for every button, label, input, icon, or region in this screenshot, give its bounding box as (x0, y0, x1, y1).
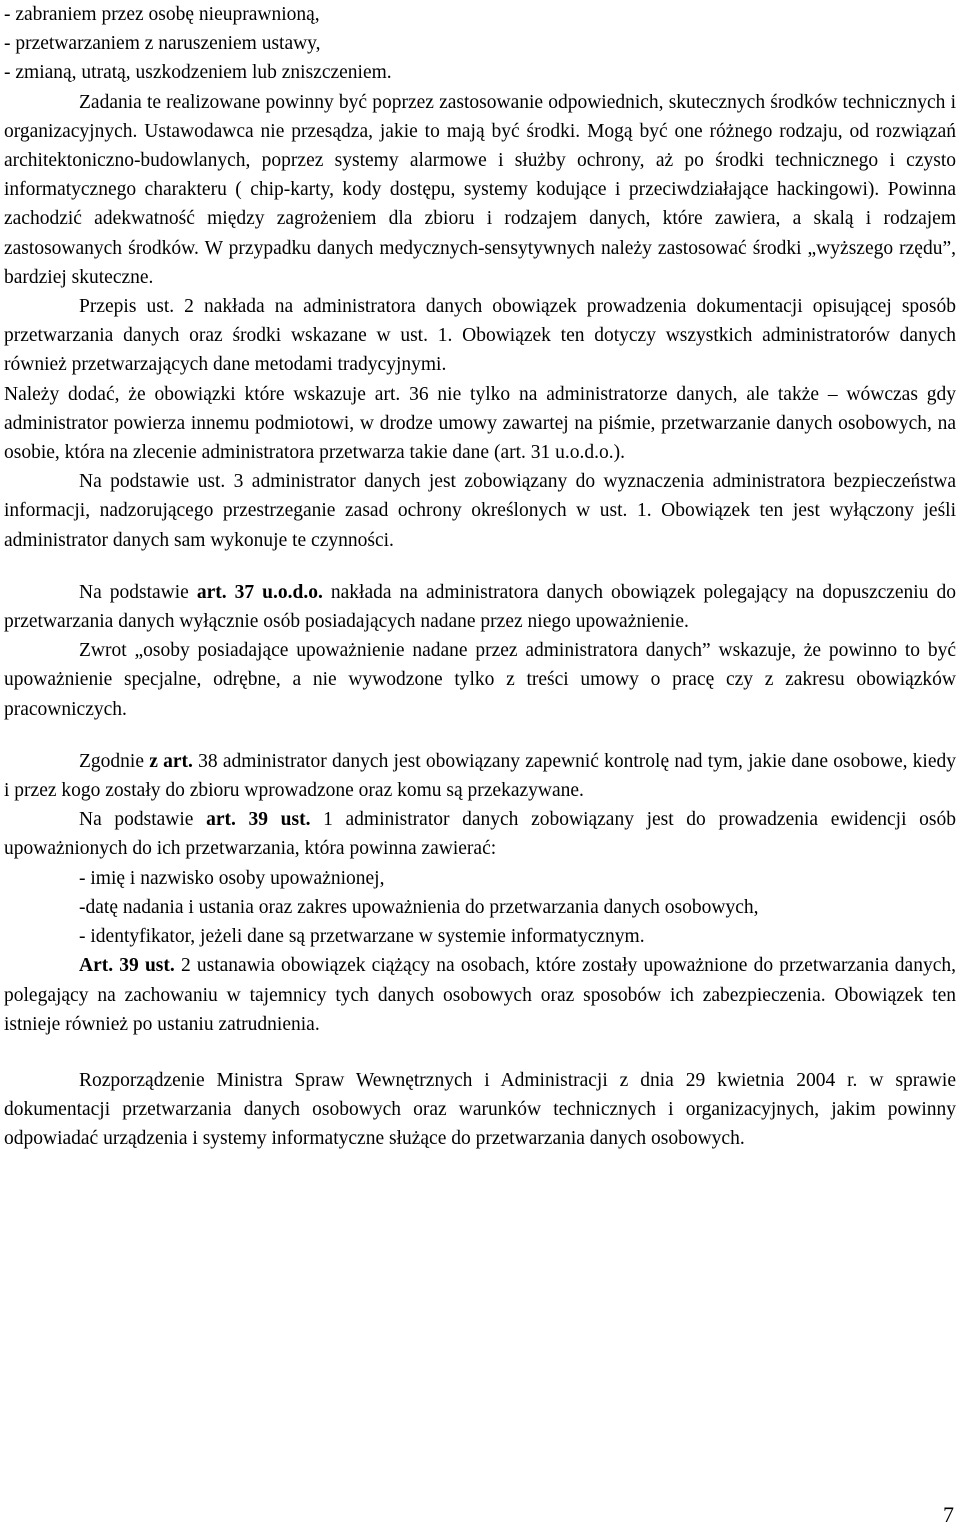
bold-reference: z art. (149, 750, 193, 772)
document-page (4, 0, 956, 1154)
list-item: - zabraniem przez osobę nieuprawnioną, (4, 4, 320, 25)
list-item: - identyfikator, jeżeli dane są przetwarzane w systemie informatycznym. (79, 926, 645, 948)
list-item: - przetwarzaniem z naruszeniem ustawy, (4, 33, 321, 55)
paragraph-documentation: Przepis ust. 2 nakłada na administratora danych obowiązek prowadzenia dokumentacji opisującej sposób przetwarzania danych oraz środki wskazane w ust. 1. Obowiązek ten dotyczy wszystkich administratorów danych również przetwarzających dane metodami tradycyjnymi. (4, 296, 956, 376)
paragraph-art-39-2 (4, 951, 956, 1039)
bold-reference: art. 39 ust. (206, 809, 311, 831)
bold-reference: Art. 39 ust. (79, 955, 175, 977)
paragraph-art-38 (4, 747, 956, 805)
paragraph-art-39-1 (4, 805, 956, 863)
text: nakłada na administratora danych obowiązek polegający na dopuszczeniu do przetwarzania danych wyłącznie osób posiadających nadane przez niego upoważnienie. (4, 581, 956, 633)
page-number: 7 (943, 1502, 954, 1527)
text: 38 administrator danych jest obowiązany zapewnić kontrolę nad tym, jakie dane osobowe, kiedy i przez kogo zostały do zbioru wprowadzone oraz komu są przekazywane. (4, 750, 957, 802)
text: Na podstawie (79, 809, 207, 831)
bold-reference: art. 37 u.o.d.o. (196, 581, 323, 603)
paragraph-authorization: Zwrot „osoby posiadające upoważnienie nadane przez administratora danych” wskazuje, że powinno to być upoważnienie specjalne, odrębne, a nie wywodzone tylko z treści umowy o pracę czy z zakresu obowiązków pracowniczych. (4, 640, 956, 720)
list-item: - zmianą, utratą, uszkodzeniem lub zniszczeniem. (4, 62, 392, 84)
text: 1 administrator danych zobowiązany jest do prowadzenia ewidencji osób upoważnionych do ich przetwarzania, która powinna zawierać: (4, 809, 956, 860)
paragraph-regulation: Rozporządzenie Ministra Spraw Wewnętrznych i Administracji z dnia 29 kwietnia 2004 r. w sprawie dokumentacji przetwarzania danych osobowych oraz warunków technicznych i organizacyjnych, jakim powinny odpowiadać urządzenia i systemy informatyczne służące do przetwarzania danych osobowych. (4, 1069, 956, 1150)
text: 2 ustanawia obowiązek ciążący na osobach, które zostały upoważnione do przetwarzania danych, polegający na zachowaniu w tajemnicy tych danych osobowych oraz sposobów ich zabezpieczenia. Obowiązek ten istnieje również po ustaniu zatrudnienia. (4, 955, 956, 1035)
paragraph-art-36: Należy dodać, że obowiązki które wskazuje art. 36 nie tylko na administratorze danych, ale także – wówczas gdy administrator powierza innemu podmiotowi, w drodze umowy zawartej na piśmie, przetwarzanie danych osobowych, na osobie, która na zlecenie administratora przetwarza takie dane (art. 31 u.o.d.o.). (4, 383, 956, 464)
text: Zgodnie (79, 750, 150, 772)
paragraph-security-measures: Zadania te realizowane powinny być poprzez zastosowanie odpowiednich, skutecznych środków technicznych i organizacyjnych. Ustawodawca nie przesądza, jakie to mają być środki. Mogą być one różnego rodzaju, od rozwiązań architektoniczno-budowlanych, poprzez systemy alarmowe i służby ochrony, aż po środki technicznego i czysto informatycznego charakteru ( chip-karty, kody dostępu, systemy kodujące i przeciwdziałające hackingowi). Powinna zachodzić adekwatność między zagrożeniem dla zbioru i rodzajem danych, które zawiera, a skalą i rodzajem zastosowanych środków. W przypadku danych medycznych-sensytywnych należy zastosować środki „wyższego rzędu”, bardziej skuteczne. (4, 91, 956, 288)
text: Na podstawie (79, 581, 197, 603)
paragraph-abi: Na podstawie ust. 3 administrator danych jest zobowiązany do wyznaczenia administratora bezpieczeństwa informacji, nadzorującego przestrzeganie zasad ochrony określonych w ust. 1. Obowiązek ten jest wyłączony jeśli administrator danych sam wykonuje te czynności. (4, 471, 956, 551)
list-item: - imię i nazwisko osoby upoważnionej, (79, 867, 385, 889)
list-item: -datę nadania i ustania oraz zakres upoważnienia do przetwarzania danych osobowych, (79, 896, 759, 918)
paragraph-art-37 (4, 578, 956, 636)
